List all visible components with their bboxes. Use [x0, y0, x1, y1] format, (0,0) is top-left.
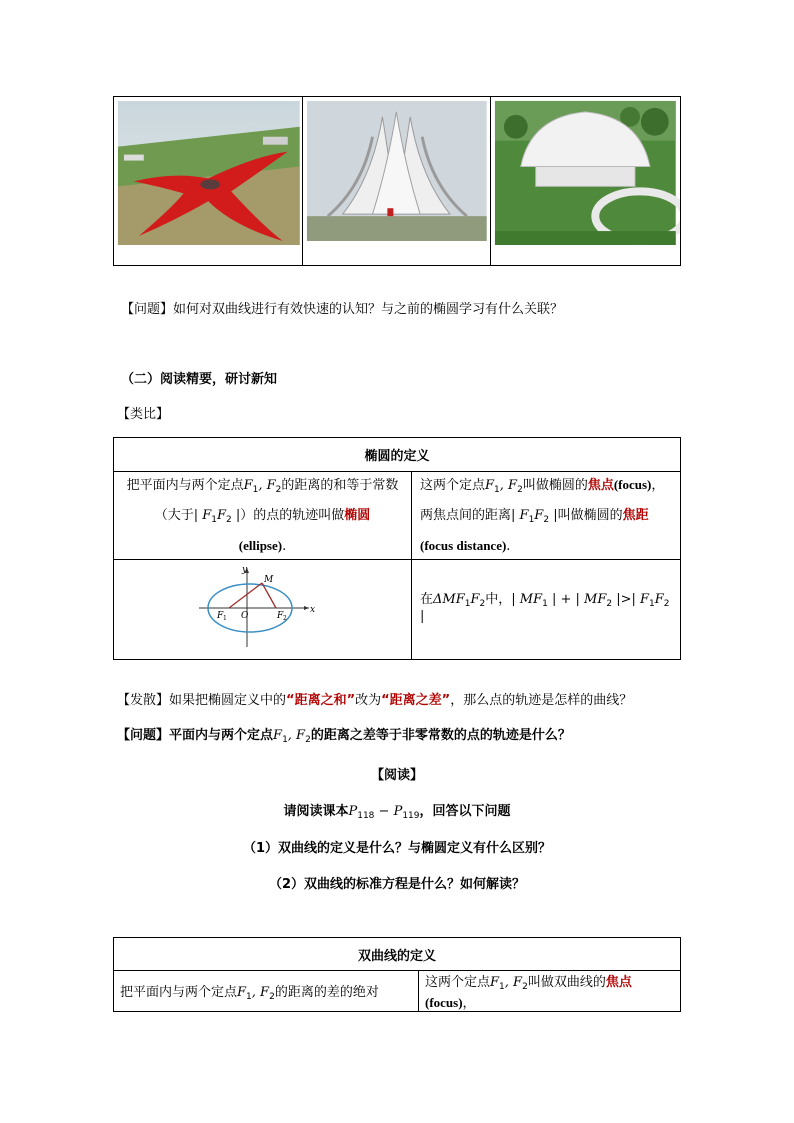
dome-building-photo — [491, 97, 680, 265]
photo-cell-dome-building — [491, 97, 681, 266]
divergence-line: 【发散】如果把椭圆定义中的“距离之和”改为“距离之差”，那么点的轨迹是怎样的曲线？ — [117, 693, 633, 708]
label-y: y — [242, 565, 248, 575]
label-o: O — [241, 611, 249, 621]
reading-question-1: （1）双曲线的定义是什么？与椭圆定义有什么区别？ — [242, 841, 552, 856]
label-x: x — [310, 605, 316, 615]
svg-text:2: 2 — [283, 615, 287, 622]
photo-table — [113, 96, 681, 266]
analogy-label: 【类比】 — [117, 407, 170, 422]
ellipse-figure-cell — [114, 560, 412, 660]
photo-cell-brasilia-cathedral — [302, 97, 491, 266]
label-f2: F — [277, 611, 284, 621]
ellipse-term: 椭圆 — [344, 507, 371, 523]
triangle-inequality-cell: 在$\Delta MF_1F_2$中，| $MF_1$ | + | $MF_2$ |>| $F_1F_2$ | — [412, 560, 681, 660]
section-heading: （二）阅读精要，研讨新知 — [121, 372, 278, 387]
reading-instruction: 请阅读课本$P_{118} - P_{119}$，回答以下问题 — [283, 804, 511, 821]
ellipse-english: (ellipse) — [238, 537, 283, 553]
ellipse-definition-cell: 把平面内与两个定点$F_1$, $F_2$的距离的和等于常数（大于| $F_1F_2$ |）的点的轨迹叫做椭圆 (ellipse). — [114, 472, 412, 560]
hyperbola-table-header: 双曲线的定义 — [114, 938, 681, 971]
hyperbola-focus-cell: 这两个定点$F_1$, $F_2$叫做双曲线的焦点(focus)， — [419, 971, 681, 1012]
hyperbola-definition-cell: 把平面内与两个定点$F_1$, $F_2$的距离的差的绝对 — [114, 971, 419, 1012]
label-f1: F — [217, 611, 224, 621]
question-2: 【问题】平面内与两个定点$F_1$, $F_2$的距离之差等于非零常数的点的轨迹是什么？ — [117, 728, 571, 745]
photo-cell-ferrari-world — [114, 97, 303, 266]
ellipse-table-header: 椭圆的定义 — [114, 438, 681, 472]
svg-text:1: 1 — [223, 615, 227, 622]
reading-question-2: （2）双曲线的标准方程是什么？如何解读？ — [268, 877, 526, 892]
ferrari-world-photo — [114, 97, 302, 265]
question-1: 【问题】如何对双曲线进行有效快速的认知？与之前的椭圆学习有什么关联？ — [121, 302, 564, 317]
label-m: M — [264, 575, 274, 585]
segment-mf1 — [229, 583, 262, 608]
ellipse-focus-cell: 这两个定点$F_1$, $F_2$叫做椭圆的焦点(focus)，两焦点间的距离| $F_1F_2$ |叫做椭圆的焦距 (focus distance). — [412, 472, 681, 560]
hyperbola-definition-table — [113, 937, 681, 1012]
brasilia-cathedral-photo — [303, 97, 491, 265]
ellipse-definition-table — [113, 437, 681, 660]
reading-label: 【阅读】 — [370, 768, 423, 783]
ellipse-figure — [114, 560, 399, 655]
